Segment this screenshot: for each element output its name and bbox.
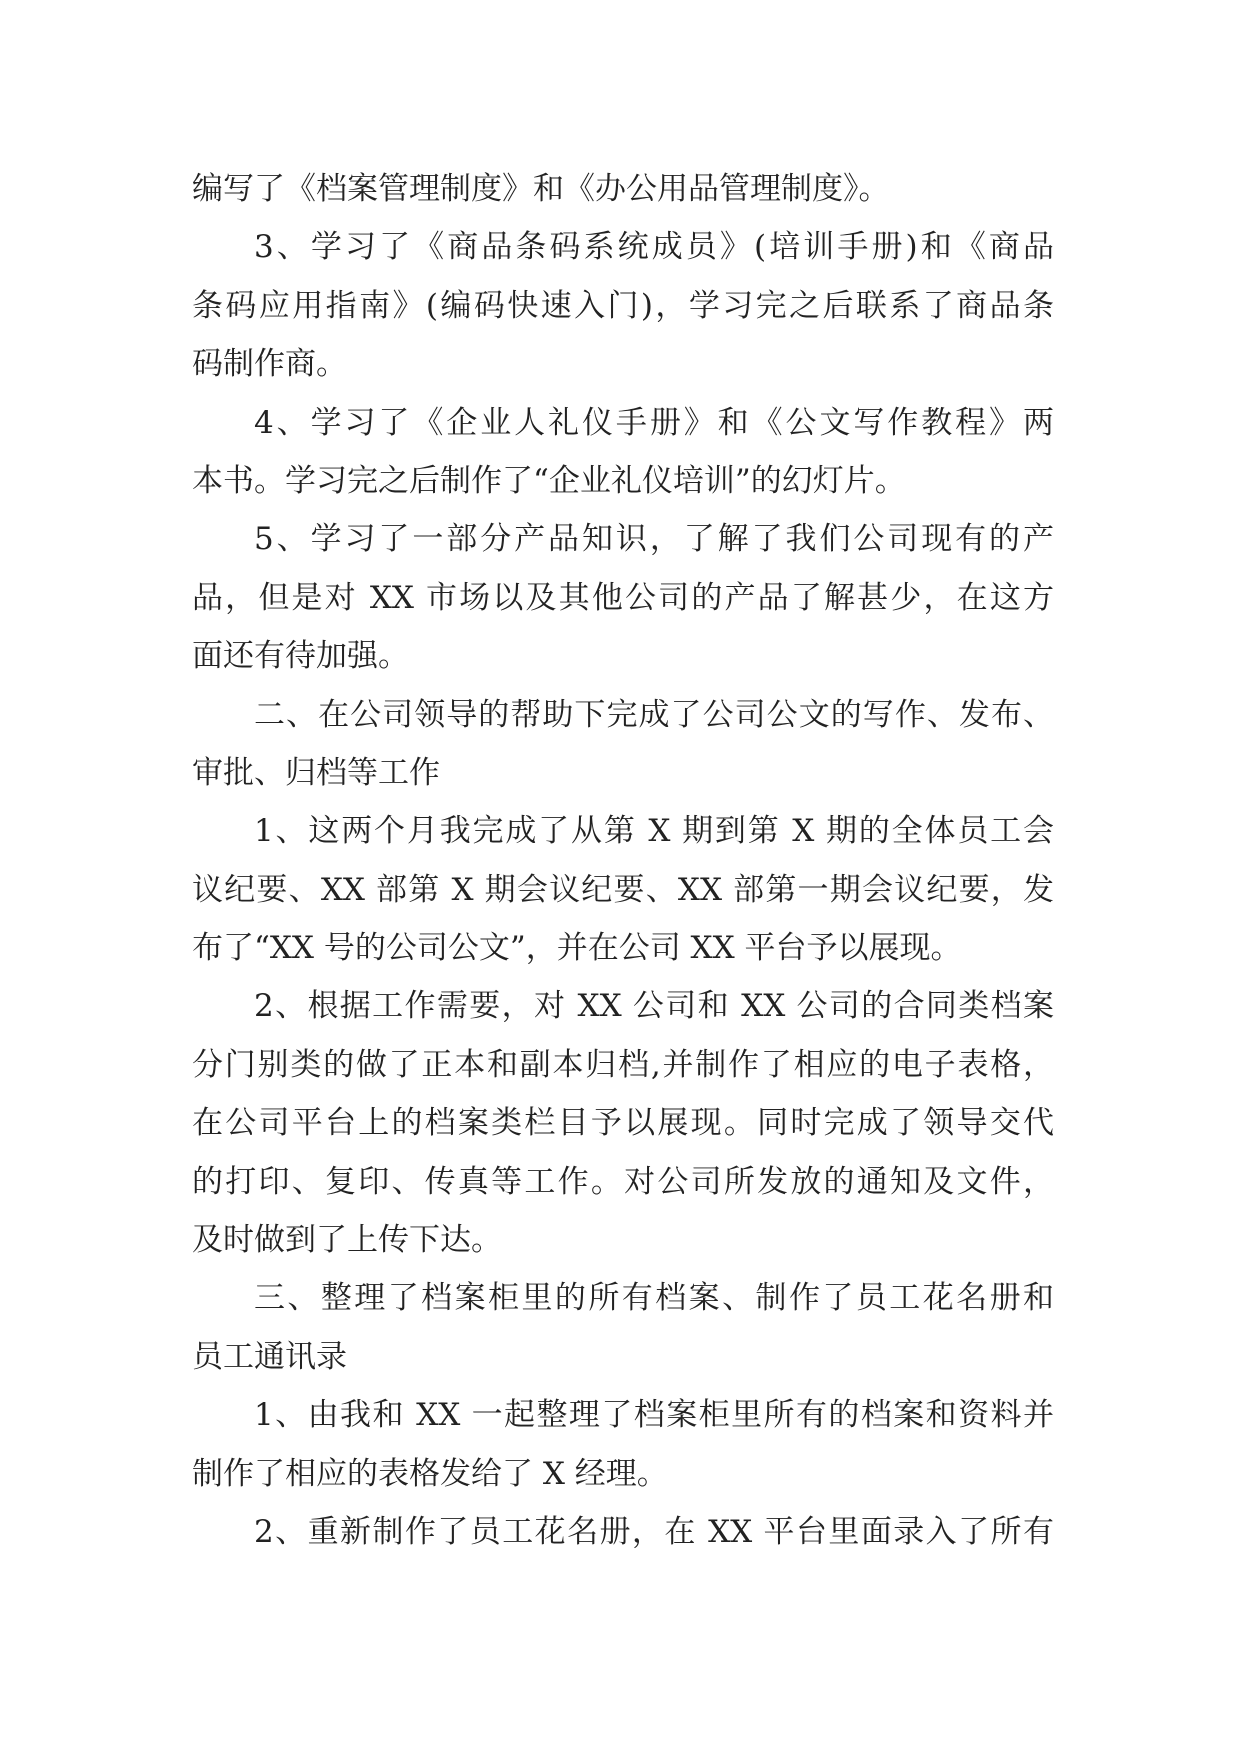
text-line: 布了“XX 号的公司公文”，并在公司 XX 平台予以展现。 (192, 930, 962, 967)
text-line: 5、学习了一部分产品知识，了解了我们公司现有的产 (254, 521, 1054, 558)
text-line: 3、学习了《商品条码系统成员》(培训手册)和《商品 (254, 229, 1054, 266)
text-line: 码制作商。 (192, 346, 347, 383)
text-line: 及时做到了上传下达。 (192, 1222, 502, 1259)
text-line: 1、这两个月我完成了从第 X 期到第 X 期的全体员工会 (254, 813, 1054, 850)
text-line: 品，但是对 XX 市场以及其他公司的产品了解甚少，在这方 (192, 579, 1054, 616)
text-line: 的打印、复印、传真等工作。对公司所发放的通知及文件， (192, 1163, 1054, 1200)
text-line: 2、根据工作需要，对 XX 公司和 XX 公司的合同类档案 (254, 988, 1054, 1025)
text-line: 在公司平台上的档案类栏目予以展现。同时完成了领导交代 (192, 1105, 1054, 1142)
document-body (192, 160, 1054, 1561)
text-line: 审批、归档等工作 (192, 754, 440, 791)
text-line: 面还有待加强。 (192, 638, 409, 675)
text-line: 1、由我和 XX 一起整理了档案柜里所有的档案和资料并 (254, 1397, 1054, 1434)
text-line: 编写了《档案管理制度》和《办公用品管理制度》。 (192, 171, 890, 207)
text-line: 员工通讯录 (192, 1338, 347, 1375)
text-line: 分门别类的做了正本和副本归档,并制作了相应的电子表格， (192, 1046, 1054, 1083)
text-line: 4、学习了《企业人礼仪手册》和《公文写作教程》两 (254, 404, 1054, 441)
text-line: 2、重新制作了员工花名册，在 XX 平台里面录入了所有 (254, 1513, 1054, 1550)
text-line: 议纪要、XX 部第 X 期会议纪要、XX 部第一期会议纪要，发 (192, 871, 1054, 908)
text-line: 本书。学习完之后制作了“企业礼仪培训”的幻灯片。 (192, 462, 906, 499)
text-line: 三、整理了档案柜里的所有档案、制作了员工花名册和 (254, 1280, 1054, 1317)
text-line: 条码应用指南》(编码快速入门)，学习完之后联系了商品条 (192, 287, 1054, 324)
text-line: 二、在公司领导的帮助下完成了公司公文的写作、发布、 (254, 696, 1054, 733)
text-line: 制作了相应的表格发给了 X 经理。 (192, 1455, 668, 1492)
